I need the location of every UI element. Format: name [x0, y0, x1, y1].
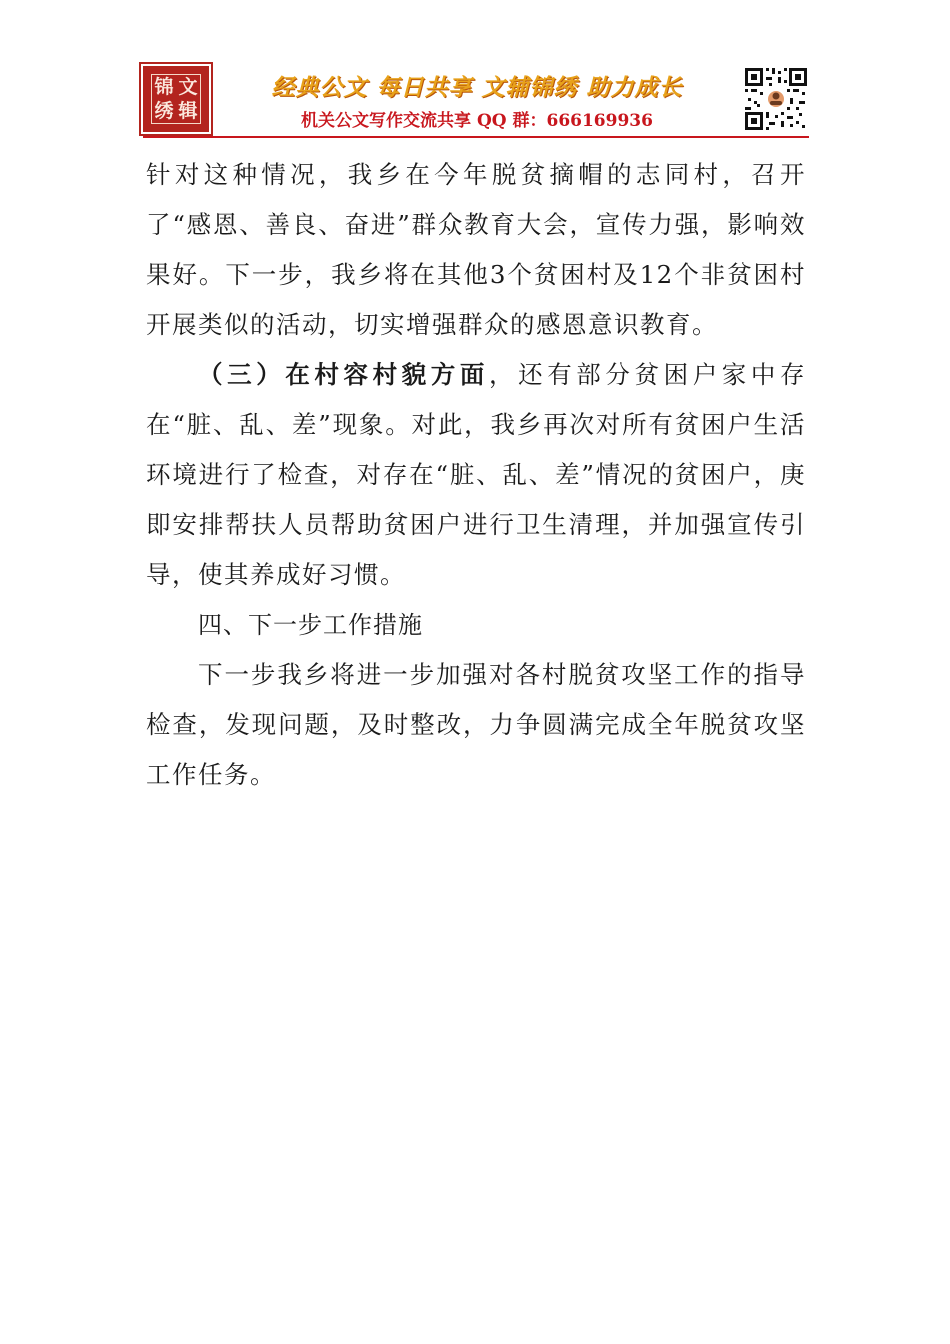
section-heading-next-steps: 四、下一步工作措施 — [198, 611, 423, 639]
paragraph-village-appearance — [146, 350, 806, 600]
paragraph-awareness-education: 针对这种情况，我乡在今年脱贫摘帽的志同村，召开了“感恩、善良、奋进”群众教育大会，宣传力强，影响效果好。下一步，我乡将在其他3个贫困村及12个非贫困村开展类似的活动，切实增强群众的感恩意识教育。 — [146, 160, 806, 339]
header-banner — [143, 64, 809, 136]
banner-qq-group: 机关公文写作交流共享 QQ 群：666169936 — [301, 111, 653, 131]
banner-slogan: 经典公文 每日共享 文辅锦绣 助力成长 — [271, 75, 683, 101]
seal-char: 文 — [178, 75, 198, 98]
seal-char: 锦 — [154, 75, 174, 98]
banner-divider — [143, 136, 809, 138]
brand-seal-logo — [143, 66, 209, 132]
seal-char: 辑 — [178, 99, 198, 122]
paragraph-body-text: ，还有部分贫困户家中存在“脏、乱、差”现象。对此，我乡再次对所有贫困户生活环境进行了检查，对存在“脏、乱、差”情况的贫困户，庚即安排帮扶人员帮助贫困户进行卫生清理，并加强宣传引导，使其养成好习惯。 — [146, 360, 806, 589]
seal-char: 绣 — [154, 99, 174, 122]
paragraph-lead-heading: （三）在村容村貌方面 — [198, 360, 489, 389]
qr-code-icon — [743, 66, 809, 132]
paragraph-next-steps: 下一步我乡将进一步加强对各村脱贫攻坚工作的指导检查，发现问题，及时整改，力争圆满完成全年脱贫攻坚工作任务。 — [146, 660, 806, 789]
document-body — [146, 150, 806, 800]
